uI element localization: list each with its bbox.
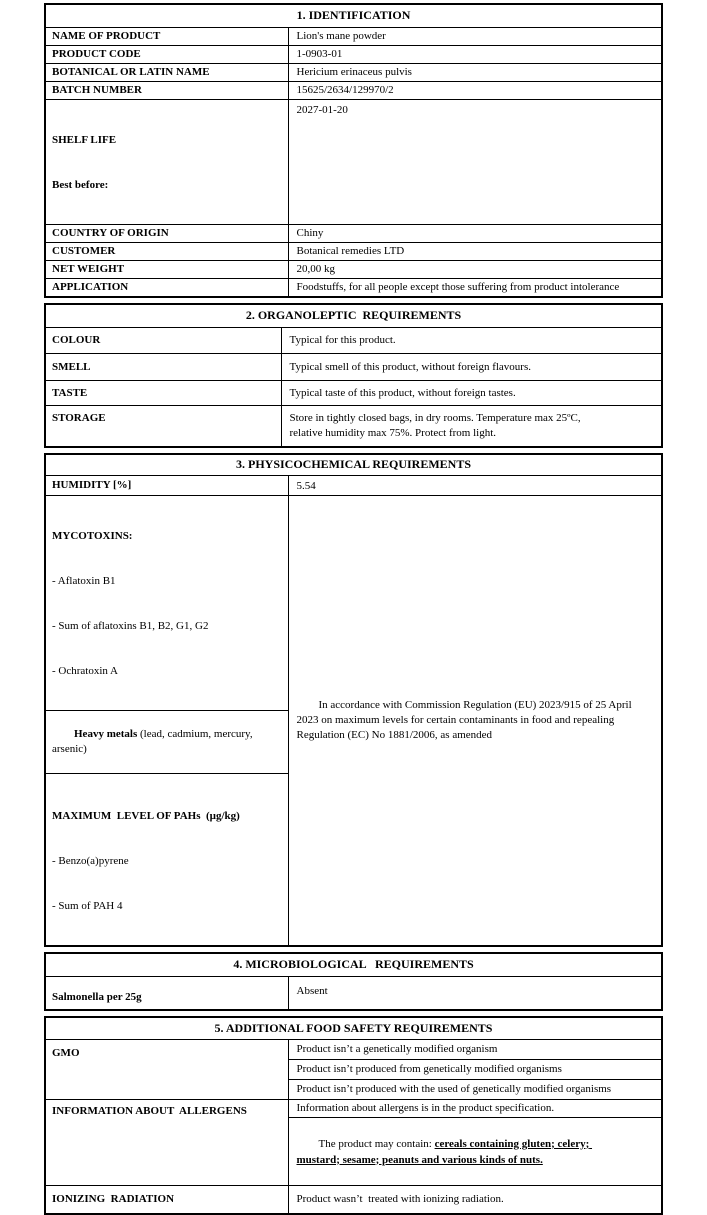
row-label: NAME OF PRODUCT bbox=[45, 27, 288, 45]
row-value: Foodstuffs, for all people except those suffering from product intolerance bbox=[288, 278, 662, 297]
section-physicochemical-table bbox=[44, 453, 663, 948]
gmo-label: GMO bbox=[45, 1039, 288, 1099]
row-value: 1-0903-01 bbox=[288, 45, 662, 63]
table-row bbox=[45, 81, 662, 99]
allergens-statement: Information about allergens is in the product specification. bbox=[288, 1099, 662, 1117]
gmo-statement: Product isn’t produced with the used of genetically modified organisms bbox=[288, 1079, 662, 1099]
section-5-title: 5. ADDITIONAL FOOD SAFETY REQUIREMENTS bbox=[45, 1017, 662, 1039]
row-label: SMELL bbox=[45, 354, 281, 381]
row-label: CUSTOMER bbox=[45, 242, 288, 260]
section-food-safety-table bbox=[44, 1016, 663, 1215]
table-row bbox=[45, 976, 662, 1010]
table-row bbox=[45, 1099, 662, 1117]
heavy-metals-cell bbox=[45, 711, 288, 774]
section-microbiological-table bbox=[44, 952, 663, 1011]
humidity-label: HUMIDITY [%] bbox=[45, 476, 288, 496]
allergens-prefix: The product may contain: bbox=[318, 1137, 435, 1150]
section-1-title: 1. IDENTIFICATION bbox=[45, 4, 662, 27]
table-row bbox=[45, 406, 662, 447]
pahs-item: - Benzo(a)pyrene bbox=[52, 855, 129, 867]
mycotoxins-heading: MYCOTOXINS: bbox=[52, 530, 133, 542]
row-value: Store in tightly closed bags, in dry rooms. Temperature max 25ºC, relative humidity max 75%. Protect from light. bbox=[281, 406, 662, 447]
section-4-title: 4. MICROBIOLOGICAL REQUIREMENTS bbox=[45, 953, 662, 976]
row-value: Lion's mane powder bbox=[288, 27, 662, 45]
row-value: 20,00 kg bbox=[288, 260, 662, 278]
section-identification-table bbox=[44, 3, 663, 298]
row-label bbox=[45, 99, 288, 224]
table-row bbox=[45, 45, 662, 63]
mycotoxin-item: - Ochratoxin A bbox=[52, 665, 118, 677]
row-value: Typical for this product. bbox=[281, 328, 662, 354]
table-row bbox=[45, 242, 662, 260]
section-title-row bbox=[45, 304, 662, 328]
row-label: COLOUR bbox=[45, 328, 281, 354]
table-row bbox=[45, 496, 662, 711]
row-label: STORAGE bbox=[45, 406, 281, 447]
regulation-note: In accordance with Commission Regulation (EU) 2023/915 of 25 April 2023 on maximum levels for certain contaminants in food and repealing Regulation (EC) No 1881/2006, as amended bbox=[296, 699, 635, 741]
row-label: TASTE bbox=[45, 381, 281, 406]
row-label: BATCH NUMBER bbox=[45, 81, 288, 99]
mycotoxins-cell bbox=[45, 496, 288, 711]
table-row bbox=[45, 27, 662, 45]
row-label: NET WEIGHT bbox=[45, 260, 288, 278]
row-value: 2027-01-20 bbox=[288, 99, 662, 224]
regulation-note-cell bbox=[288, 496, 662, 947]
section-title-row bbox=[45, 1017, 662, 1039]
section-title-row bbox=[45, 953, 662, 976]
shelf-life-label: SHELF LIFE bbox=[52, 133, 117, 146]
row-value: Absent bbox=[288, 976, 662, 1010]
table-row bbox=[45, 354, 662, 381]
table-row bbox=[45, 63, 662, 81]
heavy-metals-detail: (lead, cadmium, mercury, arsenic) bbox=[52, 728, 256, 755]
pahs-heading: MAXIMUM LEVEL OF PAHs (µg/kg) bbox=[52, 810, 240, 822]
mycotoxin-item: - Sum of aflatoxins B1, B2, G1, G2 bbox=[52, 620, 209, 632]
table-row bbox=[45, 1039, 662, 1059]
ionizing-label: IONIZING RADIATION bbox=[45, 1185, 288, 1214]
section-title-row bbox=[45, 4, 662, 27]
table-row bbox=[45, 381, 662, 406]
row-value: Chiny bbox=[288, 224, 662, 242]
table-row bbox=[45, 224, 662, 242]
mycotoxin-item: - Aflatoxin B1 bbox=[52, 575, 116, 587]
row-value: Hericium erinaceus pulvis bbox=[288, 63, 662, 81]
row-label: PRODUCT CODE bbox=[45, 45, 288, 63]
row-value: Typical smell of this product, without foreign flavours. bbox=[281, 354, 662, 381]
section-title-row bbox=[45, 454, 662, 476]
heavy-metals-label: Heavy metals bbox=[74, 728, 138, 740]
row-label: Salmonella per 25g bbox=[45, 976, 288, 1010]
table-row bbox=[45, 328, 662, 354]
row-label: BOTANICAL OR LATIN NAME bbox=[45, 63, 288, 81]
table-row bbox=[45, 278, 662, 297]
row-value: 15625/2634/129970/2 bbox=[288, 81, 662, 99]
table-row bbox=[45, 476, 662, 496]
section-2-title: 2. ORGANOLEPTIC REQUIREMENTS bbox=[45, 304, 662, 328]
gmo-statement: Product isn’t produced from genetically modified organisms bbox=[288, 1059, 662, 1079]
pahs-cell bbox=[45, 774, 288, 947]
section-3-title: 3. PHYSICOCHEMICAL REQUIREMENTS bbox=[45, 454, 662, 476]
gmo-statement: Product isn’t a genetically modified organism bbox=[288, 1039, 662, 1059]
section-organoleptic-table bbox=[44, 303, 663, 448]
allergens-list: cereals containing gluten; celery; mustard; sesame; peanuts and various kinds of nuts. bbox=[296, 1137, 593, 1166]
row-value: Typical taste of this product, without foreign tastes. bbox=[281, 381, 662, 406]
allergens-may-contain bbox=[288, 1117, 662, 1185]
table-row bbox=[45, 99, 662, 224]
best-before-label: Best before: bbox=[52, 178, 109, 191]
row-value: Botanical remedies LTD bbox=[288, 242, 662, 260]
allergens-label: INFORMATION ABOUT ALLERGENS bbox=[45, 1099, 288, 1185]
humidity-value: 5.54 bbox=[288, 476, 662, 496]
row-label: APPLICATION bbox=[45, 278, 288, 297]
pahs-item: - Sum of PAH 4 bbox=[52, 900, 123, 912]
ionizing-value: Product wasn’t treated with ionizing radiation. bbox=[288, 1185, 662, 1214]
row-label: COUNTRY OF ORIGIN bbox=[45, 224, 288, 242]
table-row bbox=[45, 260, 662, 278]
table-row bbox=[45, 1185, 662, 1214]
